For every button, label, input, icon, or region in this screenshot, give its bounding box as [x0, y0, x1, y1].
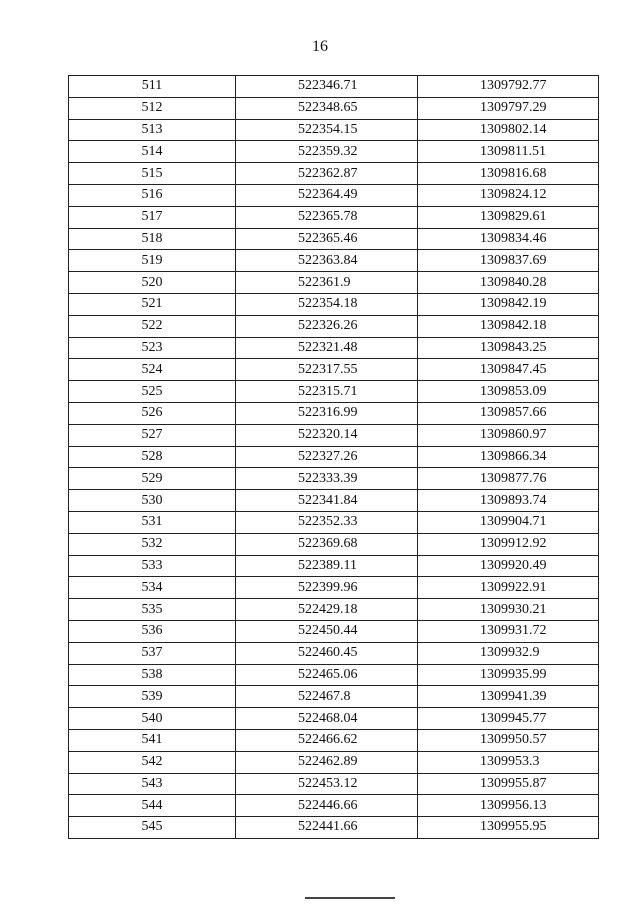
point-number-cell: 512 — [69, 97, 236, 119]
table-row — [69, 577, 599, 599]
coordinates-table-body — [69, 76, 599, 839]
coordinates-table — [68, 75, 599, 839]
table-row — [69, 119, 599, 141]
y-coordinate-cell: 1309834.46 — [418, 228, 599, 250]
y-coordinate-cell: 1309842.19 — [418, 293, 599, 315]
y-coordinate-cell: 1309955.87 — [418, 773, 599, 795]
y-coordinate-cell: 1309802.14 — [418, 119, 599, 141]
table-row — [69, 381, 599, 403]
table-row — [69, 206, 599, 228]
x-coordinate-cell: 522346.71 — [236, 76, 418, 98]
x-coordinate-cell: 522468.04 — [236, 708, 418, 730]
bottom-rule — [305, 897, 395, 899]
point-number-cell: 543 — [69, 773, 236, 795]
point-number-cell: 521 — [69, 293, 236, 315]
x-coordinate-cell: 522441.66 — [236, 817, 418, 839]
y-coordinate-cell: 1309824.12 — [418, 184, 599, 206]
table-row — [69, 337, 599, 359]
table-row — [69, 817, 599, 839]
table-row — [69, 620, 599, 642]
x-coordinate-cell: 522333.39 — [236, 468, 418, 490]
y-coordinate-cell: 1309853.09 — [418, 381, 599, 403]
point-number-cell: 533 — [69, 555, 236, 577]
table-row — [69, 293, 599, 315]
point-number-cell: 527 — [69, 424, 236, 446]
point-number-cell: 529 — [69, 468, 236, 490]
x-coordinate-cell: 522365.78 — [236, 206, 418, 228]
x-coordinate-cell: 522354.18 — [236, 293, 418, 315]
x-coordinate-cell: 522460.45 — [236, 642, 418, 664]
y-coordinate-cell: 1309857.66 — [418, 402, 599, 424]
table-row — [69, 272, 599, 294]
table-row — [69, 315, 599, 337]
y-coordinate-cell: 1309955.95 — [418, 817, 599, 839]
y-coordinate-cell: 1309792.77 — [418, 76, 599, 98]
point-number-cell: 540 — [69, 708, 236, 730]
point-number-cell: 534 — [69, 577, 236, 599]
point-number-cell: 520 — [69, 272, 236, 294]
table-row — [69, 511, 599, 533]
point-number-cell: 519 — [69, 250, 236, 272]
y-coordinate-cell: 1309931.72 — [418, 620, 599, 642]
table-row — [69, 490, 599, 512]
x-coordinate-cell: 522354.15 — [236, 119, 418, 141]
point-number-cell: 523 — [69, 337, 236, 359]
x-coordinate-cell: 522465.06 — [236, 664, 418, 686]
y-coordinate-cell: 1309922.91 — [418, 577, 599, 599]
point-number-cell: 528 — [69, 446, 236, 468]
page-number: 16 — [312, 38, 328, 55]
point-number-cell: 530 — [69, 490, 236, 512]
x-coordinate-cell: 522467.8 — [236, 686, 418, 708]
point-number-cell: 539 — [69, 686, 236, 708]
x-coordinate-cell: 522352.33 — [236, 511, 418, 533]
x-coordinate-cell: 522389.11 — [236, 555, 418, 577]
x-coordinate-cell: 522462.89 — [236, 751, 418, 773]
point-number-cell: 538 — [69, 664, 236, 686]
point-number-cell: 516 — [69, 184, 236, 206]
table-row — [69, 664, 599, 686]
y-coordinate-cell: 1309920.49 — [418, 555, 599, 577]
table-row — [69, 729, 599, 751]
x-coordinate-cell: 522315.71 — [236, 381, 418, 403]
x-coordinate-cell: 522450.44 — [236, 620, 418, 642]
x-coordinate-cell: 522327.26 — [236, 446, 418, 468]
y-coordinate-cell: 1309953.3 — [418, 751, 599, 773]
x-coordinate-cell: 522316.99 — [236, 402, 418, 424]
table-row — [69, 97, 599, 119]
table-row — [69, 359, 599, 381]
y-coordinate-cell: 1309860.97 — [418, 424, 599, 446]
x-coordinate-cell: 522453.12 — [236, 773, 418, 795]
y-coordinate-cell: 1309816.68 — [418, 163, 599, 185]
x-coordinate-cell: 522399.96 — [236, 577, 418, 599]
x-coordinate-cell: 522365.46 — [236, 228, 418, 250]
y-coordinate-cell: 1309932.9 — [418, 642, 599, 664]
x-coordinate-cell: 522320.14 — [236, 424, 418, 446]
y-coordinate-cell: 1309866.34 — [418, 446, 599, 468]
table-row — [69, 141, 599, 163]
y-coordinate-cell: 1309877.76 — [418, 468, 599, 490]
x-coordinate-cell: 522362.87 — [236, 163, 418, 185]
table-row — [69, 751, 599, 773]
y-coordinate-cell: 1309956.13 — [418, 795, 599, 817]
table-row — [69, 402, 599, 424]
x-coordinate-cell: 522321.48 — [236, 337, 418, 359]
table-row — [69, 708, 599, 730]
x-coordinate-cell: 522361.9 — [236, 272, 418, 294]
table-row — [69, 228, 599, 250]
point-number-cell: 526 — [69, 402, 236, 424]
x-coordinate-cell: 522466.62 — [236, 729, 418, 751]
point-number-cell: 515 — [69, 163, 236, 185]
point-number-cell: 525 — [69, 381, 236, 403]
table-row — [69, 446, 599, 468]
table-row — [69, 642, 599, 664]
point-number-cell: 514 — [69, 141, 236, 163]
x-coordinate-cell: 522363.84 — [236, 250, 418, 272]
x-coordinate-cell: 522341.84 — [236, 490, 418, 512]
point-number-cell: 535 — [69, 599, 236, 621]
table-row — [69, 773, 599, 795]
y-coordinate-cell: 1309904.71 — [418, 511, 599, 533]
y-coordinate-cell: 1309945.77 — [418, 708, 599, 730]
table-row — [69, 555, 599, 577]
x-coordinate-cell: 522326.26 — [236, 315, 418, 337]
point-number-cell: 517 — [69, 206, 236, 228]
y-coordinate-cell: 1309847.45 — [418, 359, 599, 381]
table-row — [69, 468, 599, 490]
y-coordinate-cell: 1309950.57 — [418, 729, 599, 751]
point-number-cell: 537 — [69, 642, 236, 664]
x-coordinate-cell: 522369.68 — [236, 533, 418, 555]
point-number-cell: 536 — [69, 620, 236, 642]
point-number-cell: 541 — [69, 729, 236, 751]
y-coordinate-cell: 1309837.69 — [418, 250, 599, 272]
point-number-cell: 544 — [69, 795, 236, 817]
point-number-cell: 531 — [69, 511, 236, 533]
x-coordinate-cell: 522446.66 — [236, 795, 418, 817]
table-row — [69, 599, 599, 621]
point-number-cell: 522 — [69, 315, 236, 337]
point-number-cell: 513 — [69, 119, 236, 141]
y-coordinate-cell: 1309912.92 — [418, 533, 599, 555]
point-number-cell: 524 — [69, 359, 236, 381]
y-coordinate-cell: 1309941.39 — [418, 686, 599, 708]
point-number-cell: 542 — [69, 751, 236, 773]
table-row — [69, 686, 599, 708]
x-coordinate-cell: 522317.55 — [236, 359, 418, 381]
x-coordinate-cell: 522364.49 — [236, 184, 418, 206]
y-coordinate-cell: 1309811.51 — [418, 141, 599, 163]
point-number-cell: 518 — [69, 228, 236, 250]
y-coordinate-cell: 1309842.18 — [418, 315, 599, 337]
point-number-cell: 511 — [69, 76, 236, 98]
y-coordinate-cell: 1309829.61 — [418, 206, 599, 228]
table-row — [69, 424, 599, 446]
table-row — [69, 533, 599, 555]
x-coordinate-cell: 522348.65 — [236, 97, 418, 119]
table-row — [69, 250, 599, 272]
table-row — [69, 76, 599, 98]
table-row — [69, 163, 599, 185]
x-coordinate-cell: 522429.18 — [236, 599, 418, 621]
table-row — [69, 184, 599, 206]
y-coordinate-cell: 1309843.25 — [418, 337, 599, 359]
point-number-cell: 545 — [69, 817, 236, 839]
y-coordinate-cell: 1309930.21 — [418, 599, 599, 621]
y-coordinate-cell: 1309893.74 — [418, 490, 599, 512]
table-row — [69, 795, 599, 817]
y-coordinate-cell: 1309840.28 — [418, 272, 599, 294]
y-coordinate-cell: 1309797.29 — [418, 97, 599, 119]
y-coordinate-cell: 1309935.99 — [418, 664, 599, 686]
point-number-cell: 532 — [69, 533, 236, 555]
x-coordinate-cell: 522359.32 — [236, 141, 418, 163]
